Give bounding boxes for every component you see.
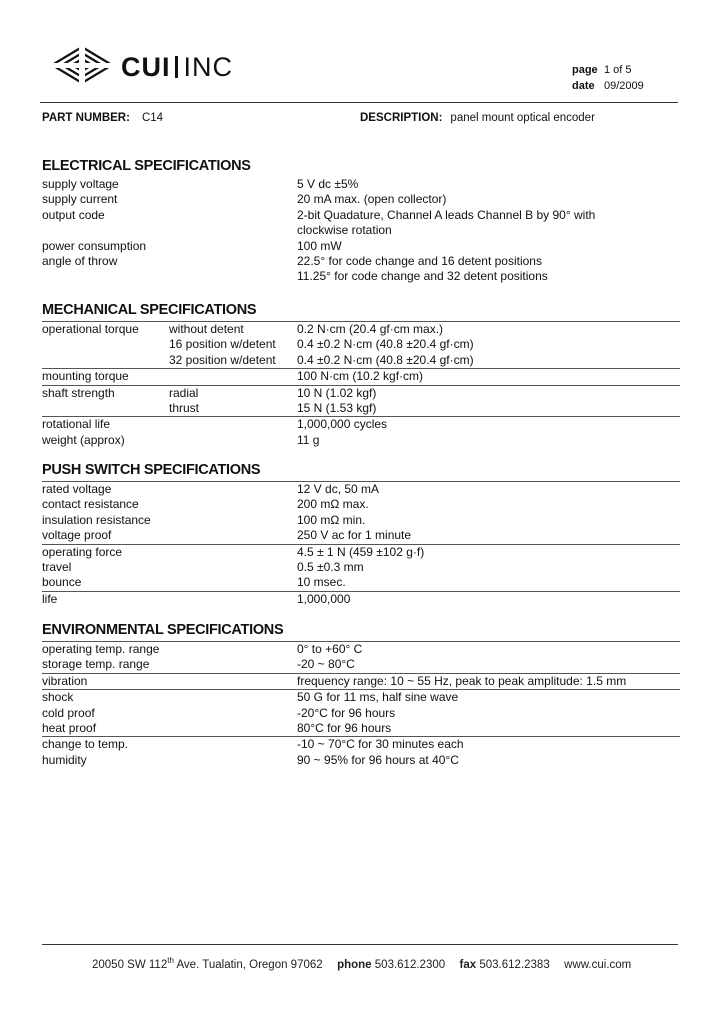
spec-value: 22.5° for code change and 16 detent positions xyxy=(297,253,542,268)
table-row xyxy=(42,416,680,432)
table-row xyxy=(42,337,680,352)
spec-value: 10 N (1.02 kgf) xyxy=(297,385,377,400)
spec-parameter: supply voltage xyxy=(42,177,119,191)
spec-parameter: output code xyxy=(42,207,105,222)
table-row xyxy=(42,353,680,368)
section-title: ELECTRICAL SPECIFICATIONS xyxy=(42,158,251,174)
spec-parameter: vibration xyxy=(42,673,88,688)
page-label: page xyxy=(572,64,598,76)
table-row xyxy=(42,177,680,192)
spec-parameter: supply current xyxy=(42,192,118,207)
spec-value: 0° to +60° C xyxy=(297,642,363,656)
spec-value: 1,000,000 cycles xyxy=(297,417,388,432)
spec-value: 100 mW xyxy=(297,238,342,253)
spec-value: 0.4 ±0.2 N·cm (40.8 ±20.4 gf·cm) xyxy=(297,352,474,367)
spec-parameter: mounting torque xyxy=(42,369,129,384)
spec-value: 100 mΩ min. xyxy=(297,512,366,527)
spec-parameter: contact resistance xyxy=(42,497,139,512)
spec-parameter: cold proof xyxy=(42,705,95,720)
spec-table xyxy=(42,177,680,285)
spec-value: 2-bit Quadature, Channel A leads Channel B by 90° with clockwise rotation xyxy=(297,207,596,238)
table-row xyxy=(42,192,680,207)
table-row xyxy=(42,721,680,736)
table-row xyxy=(42,513,680,528)
spec-parameter: bounce xyxy=(42,575,82,590)
spec-value: 11 g xyxy=(297,432,320,447)
spec-condition: without detent xyxy=(169,322,244,336)
spec-parameter: life xyxy=(42,591,58,606)
spec-value: 10 msec. xyxy=(297,575,346,590)
spec-condition: thrust xyxy=(169,400,200,415)
spec-value: -10 ~ 70°C for 30 minutes each xyxy=(297,737,464,752)
spec-value: -20°C for 96 hours xyxy=(297,705,396,720)
table-row xyxy=(42,385,680,401)
description: DESCRIPTION: panel mount optical encoder xyxy=(360,112,595,124)
website-link[interactable]: www.cui.com xyxy=(564,958,632,971)
spec-table xyxy=(42,641,680,768)
spec-value: 100 N·cm (10.2 kgf·cm) xyxy=(297,369,424,384)
spec-parameter: angle of throw xyxy=(42,253,118,268)
spec-parameter: rotational life xyxy=(42,417,111,432)
fax-label: fax xyxy=(459,958,477,971)
spec-value: 1,000,000 xyxy=(297,591,351,606)
spec-parameter: heat proof xyxy=(42,720,97,735)
table-row xyxy=(42,657,680,672)
phone-label: phone xyxy=(337,958,372,971)
spec-value: 250 V ac for 1 minute xyxy=(297,528,412,543)
page-value: 1 of 5 xyxy=(604,64,632,76)
section-title: ENVIRONMENTAL SPECIFICATIONS xyxy=(42,622,284,638)
cui-logo-mark-icon xyxy=(46,44,118,88)
table-row xyxy=(42,706,680,721)
table-row xyxy=(42,254,680,269)
spec-table xyxy=(42,481,680,607)
spec-parameter: operating temp. range xyxy=(42,642,160,656)
fax-value: 503.612.2383 xyxy=(479,958,550,971)
spec-value: -20 ~ 80°C xyxy=(297,657,355,672)
table-row xyxy=(42,528,680,543)
brand-name: CUI INC xyxy=(121,52,233,82)
spec-parameter: change to temp. xyxy=(42,737,129,752)
spec-value: 15 N (1.53 kgf) xyxy=(297,400,377,415)
table-row xyxy=(42,753,680,768)
table-row xyxy=(42,575,680,590)
table-row xyxy=(42,368,680,384)
table-row xyxy=(42,239,680,254)
footer xyxy=(92,956,631,971)
spec-value: 20 mA max. (open collector) xyxy=(297,192,447,207)
table-row xyxy=(42,689,680,705)
footer-address: 20050 SW 112th Ave. Tualatin, Oregon 97062 xyxy=(92,956,323,971)
footer-divider xyxy=(42,944,678,945)
table-row xyxy=(42,560,680,575)
spec-parameter: shock xyxy=(42,690,74,705)
spec-value: 50 G for 11 ms, half sine wave xyxy=(297,690,459,705)
spec-parameter: humidity xyxy=(42,752,87,767)
spec-value: 80°C for 96 hours xyxy=(297,720,392,735)
spec-value: frequency range: 10 ~ 55 Hz, peak to peak amplitude: 1.5 mm xyxy=(297,673,627,688)
table-row xyxy=(42,481,680,497)
page-info xyxy=(572,62,644,94)
section-title: PUSH SWITCH SPECIFICATIONS xyxy=(42,462,261,478)
spec-value: 11.25° for code change and 32 detent positions xyxy=(297,269,548,284)
table-row xyxy=(42,736,680,752)
spec-value: 200 mΩ max. xyxy=(297,497,369,512)
spec-condition: radial xyxy=(169,385,199,400)
spec-parameter: shaft strength xyxy=(42,385,115,400)
spec-parameter: power consumption xyxy=(42,238,147,253)
table-row xyxy=(42,591,680,607)
table-row xyxy=(42,269,680,284)
company-logo xyxy=(46,44,256,88)
spec-value: 0.5 ±0.3 mm xyxy=(297,559,364,574)
table-row xyxy=(42,208,680,239)
table-row xyxy=(42,433,680,448)
spec-parameter: operating force xyxy=(42,544,123,559)
date-value: 09/2009 xyxy=(604,80,644,92)
spec-parameter: travel xyxy=(42,559,72,574)
spec-parameter: storage temp. range xyxy=(42,657,150,672)
spec-condition: 32 position w/detent xyxy=(169,352,276,367)
header-divider xyxy=(40,102,678,103)
spec-parameter: rated voltage xyxy=(42,482,112,496)
spec-value: 90 ~ 95% for 96 hours at 40°C xyxy=(297,752,459,767)
spec-parameter: insulation resistance xyxy=(42,512,151,527)
spec-parameter: operational torque xyxy=(42,322,139,336)
spec-table xyxy=(42,321,680,448)
section-title: MECHANICAL SPECIFICATIONS xyxy=(42,302,257,318)
table-row xyxy=(42,497,680,512)
table-row xyxy=(42,641,680,657)
table-row xyxy=(42,321,680,337)
part-number: PART NUMBER: C14 xyxy=(42,112,164,124)
phone-value: 503.612.2300 xyxy=(374,958,446,971)
spec-value: 4.5 ± 1 N (459 ±102 g·f) xyxy=(297,544,425,559)
spec-value: 0.2 N·cm (20.4 gf·cm max.) xyxy=(297,322,444,336)
spec-value: 12 V dc, 50 mA xyxy=(297,482,380,496)
spec-parameter: weight (approx) xyxy=(42,432,125,447)
table-row xyxy=(42,673,680,689)
spec-parameter: voltage proof xyxy=(42,528,112,543)
spec-value: 5 V dc ±5% xyxy=(297,177,359,191)
spec-value: 0.4 ±0.2 N·cm (40.8 ±20.4 gf·cm) xyxy=(297,337,474,352)
spec-condition: 16 position w/detent xyxy=(169,337,276,352)
table-row xyxy=(42,401,680,416)
date-label: date xyxy=(572,80,595,92)
table-row xyxy=(42,544,680,560)
